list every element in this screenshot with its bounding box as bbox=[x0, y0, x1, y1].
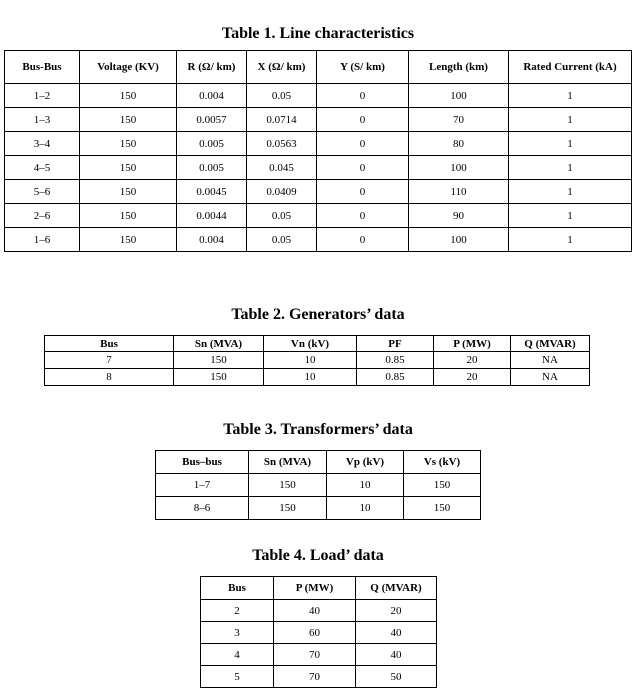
table-row bbox=[156, 474, 481, 497]
table3-title: Table 3. Transformers’ data bbox=[223, 421, 413, 438]
table2-header-cell: Bus bbox=[45, 336, 174, 352]
table-cell: 0.045 bbox=[247, 156, 317, 180]
table3-header-row bbox=[156, 451, 481, 474]
table-cell: 60 bbox=[274, 622, 356, 644]
table-row bbox=[5, 156, 632, 180]
table-cell: 0.0045 bbox=[177, 180, 247, 204]
table-cell: 40 bbox=[356, 644, 437, 666]
table-cell: 0.05 bbox=[247, 204, 317, 228]
table-cell: 0.0563 bbox=[247, 132, 317, 156]
table-cell: 150 bbox=[80, 84, 177, 108]
table1-header-cell: Voltage (KV) bbox=[80, 51, 177, 84]
table-cell: 0.0044 bbox=[177, 204, 247, 228]
table3-header-cell: Vs (kV) bbox=[404, 451, 481, 474]
table-row bbox=[201, 644, 437, 666]
table-cell: 70 bbox=[409, 108, 509, 132]
table-cell: 1 bbox=[509, 132, 632, 156]
table-cell: 8 bbox=[45, 369, 174, 386]
table-cell: 4–5 bbox=[5, 156, 80, 180]
table-cell: 0.0409 bbox=[247, 180, 317, 204]
table-cell: 0 bbox=[317, 84, 409, 108]
table-cell: 100 bbox=[409, 84, 509, 108]
transformers-data-table bbox=[155, 450, 481, 520]
table-cell: 0.0057 bbox=[177, 108, 247, 132]
table2-header-row bbox=[45, 336, 590, 352]
table-cell: 1–6 bbox=[5, 228, 80, 252]
table-cell: 100 bbox=[409, 228, 509, 252]
table-cell: 1–7 bbox=[156, 474, 249, 497]
table-cell: 2–6 bbox=[5, 204, 80, 228]
table-cell: 0 bbox=[317, 132, 409, 156]
table-cell: 150 bbox=[404, 474, 481, 497]
table1-header-cell: Y (S/ km) bbox=[317, 51, 409, 84]
table-cell: 150 bbox=[80, 180, 177, 204]
table4-title: Table 4. Load’ data bbox=[252, 547, 384, 564]
table2-header-cell: P (MW) bbox=[434, 336, 511, 352]
table-cell: 20 bbox=[356, 600, 437, 622]
table-cell: 150 bbox=[80, 204, 177, 228]
table-cell: 20 bbox=[434, 369, 511, 386]
table-cell: 110 bbox=[409, 180, 509, 204]
table2-header-cell: PF bbox=[357, 336, 434, 352]
table-cell: 8–6 bbox=[156, 497, 249, 520]
table1-header-cell: Length (km) bbox=[409, 51, 509, 84]
table2-header-cell: Q (MVAR) bbox=[511, 336, 590, 352]
table-cell: 150 bbox=[174, 352, 264, 369]
table-row bbox=[5, 204, 632, 228]
table-cell: 1 bbox=[509, 180, 632, 204]
table-cell: 150 bbox=[174, 369, 264, 386]
table1-header-cell: R (Ω/ km) bbox=[177, 51, 247, 84]
table-cell: 150 bbox=[80, 108, 177, 132]
table-cell: 0.05 bbox=[247, 84, 317, 108]
table-row bbox=[201, 666, 437, 688]
table3-header-cell: Sn (MVA) bbox=[249, 451, 327, 474]
table-cell: 0 bbox=[317, 180, 409, 204]
table-row bbox=[5, 228, 632, 252]
line-characteristics-table bbox=[4, 50, 632, 252]
table-row bbox=[201, 622, 437, 644]
table-cell: 1–3 bbox=[5, 108, 80, 132]
table-cell: 0 bbox=[317, 156, 409, 180]
table-cell: 150 bbox=[80, 156, 177, 180]
table-row bbox=[5, 132, 632, 156]
table-cell: NA bbox=[511, 352, 590, 369]
table-cell: 0.85 bbox=[357, 369, 434, 386]
table-cell: 1 bbox=[509, 108, 632, 132]
table4-header-cell: Bus bbox=[201, 577, 274, 600]
table-cell: 5–6 bbox=[5, 180, 80, 204]
table-cell: 90 bbox=[409, 204, 509, 228]
table2-header-cell: Vn (kV) bbox=[264, 336, 357, 352]
table1-header-cell: Rated Current (kA) bbox=[509, 51, 632, 84]
table-cell: 150 bbox=[249, 497, 327, 520]
table-cell: 1 bbox=[509, 228, 632, 252]
table-cell: 1 bbox=[509, 204, 632, 228]
table-cell: 0 bbox=[317, 204, 409, 228]
table-cell: 10 bbox=[264, 352, 357, 369]
table-cell: 0.005 bbox=[177, 156, 247, 180]
table-cell: 100 bbox=[409, 156, 509, 180]
table-cell: 10 bbox=[327, 474, 404, 497]
table-row bbox=[201, 600, 437, 622]
table-cell: 1 bbox=[509, 84, 632, 108]
table-cell: 2 bbox=[201, 600, 274, 622]
table3-header-cell: Bus–bus bbox=[156, 451, 249, 474]
table4-header-cell: Q (MVAR) bbox=[356, 577, 437, 600]
table1-header-cell: Bus-Bus bbox=[5, 51, 80, 84]
table-cell: 7 bbox=[45, 352, 174, 369]
table1-header-row bbox=[5, 51, 632, 84]
table-cell: 1 bbox=[509, 156, 632, 180]
table-cell: 150 bbox=[249, 474, 327, 497]
table-row bbox=[5, 84, 632, 108]
table-cell: 5 bbox=[201, 666, 274, 688]
table-cell: 0.05 bbox=[247, 228, 317, 252]
table4-header-cell: P (MW) bbox=[274, 577, 356, 600]
table-cell: 0 bbox=[317, 228, 409, 252]
table-cell: 3 bbox=[201, 622, 274, 644]
table-row bbox=[156, 497, 481, 520]
table-cell: 80 bbox=[409, 132, 509, 156]
table-cell: 10 bbox=[264, 369, 357, 386]
table-cell: 10 bbox=[327, 497, 404, 520]
table-cell: 70 bbox=[274, 666, 356, 688]
table-cell: 0 bbox=[317, 108, 409, 132]
table-cell: 20 bbox=[434, 352, 511, 369]
table-cell: 0.005 bbox=[177, 132, 247, 156]
table-cell: 40 bbox=[356, 622, 437, 644]
table-cell: 1–2 bbox=[5, 84, 80, 108]
table-cell: 150 bbox=[80, 228, 177, 252]
table-cell: NA bbox=[511, 369, 590, 386]
table2-title: Table 2. Generators’ data bbox=[231, 306, 405, 323]
table-cell: 0.004 bbox=[177, 84, 247, 108]
table-cell: 3–4 bbox=[5, 132, 80, 156]
table-cell: 0.85 bbox=[357, 352, 434, 369]
table3-header-cell: Vp (kV) bbox=[327, 451, 404, 474]
table4-header-row bbox=[201, 577, 437, 600]
table1-title: Table 1. Line characteristics bbox=[221, 25, 415, 42]
table-row bbox=[5, 108, 632, 132]
load-data-table bbox=[200, 576, 437, 688]
table2-header-cell: Sn (MVA) bbox=[174, 336, 264, 352]
generators-data-table bbox=[44, 335, 590, 386]
table-cell: 40 bbox=[274, 600, 356, 622]
table-cell: 150 bbox=[404, 497, 481, 520]
table-cell: 50 bbox=[356, 666, 437, 688]
table-cell: 0.004 bbox=[177, 228, 247, 252]
table-cell: 0.0714 bbox=[247, 108, 317, 132]
table-cell: 4 bbox=[201, 644, 274, 666]
table-row bbox=[5, 180, 632, 204]
table1-header-cell: X (Ω/ km) bbox=[247, 51, 317, 84]
table-row bbox=[45, 369, 590, 386]
table-cell: 70 bbox=[274, 644, 356, 666]
table-row bbox=[45, 352, 590, 369]
table-cell: 150 bbox=[80, 132, 177, 156]
